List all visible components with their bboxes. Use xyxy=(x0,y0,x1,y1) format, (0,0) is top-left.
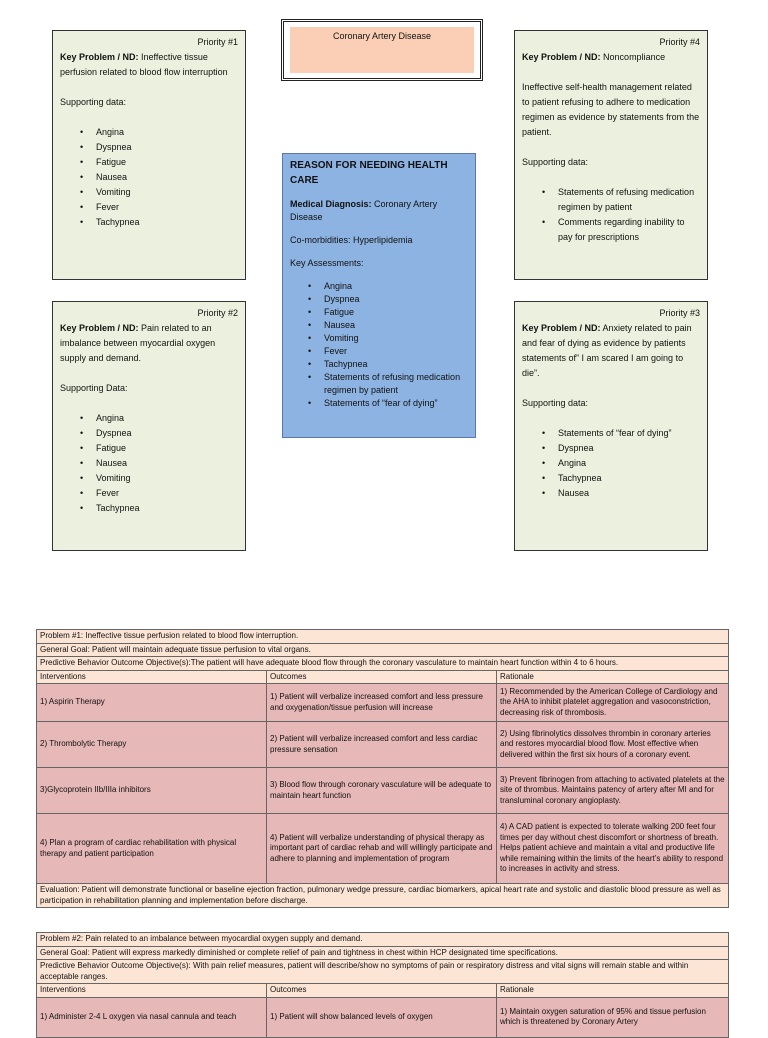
priority-2-label: Priority #2 xyxy=(197,308,238,318)
table-row xyxy=(37,997,729,1037)
list-item: • Dyspnea xyxy=(96,140,238,155)
intervention-cell: 1) Aspirin Therapy xyxy=(37,684,267,722)
care-plan-table-2 xyxy=(36,932,729,1038)
priority-3-problem xyxy=(522,321,700,381)
key-problem-label: Key Problem / ND: xyxy=(60,323,139,333)
priority-1-box xyxy=(52,30,246,280)
priority-3-box xyxy=(514,301,708,551)
table-1-goal: General Goal: Patient will maintain adequate tissue perfusion to vital organs. xyxy=(37,643,729,657)
priority-4-problem xyxy=(522,50,700,65)
column-header-rationale: Rationale xyxy=(497,984,729,998)
priority-1-list xyxy=(60,125,238,230)
rationale-cell: 3) Prevent fibrinogen from attaching to activated platelets at the site of thrombus. Maintains patency of artery after MI and for transluminal coronary angioplasty. xyxy=(497,768,729,814)
priority-2-supporting-label: Supporting Data: xyxy=(60,383,128,393)
medical-diagnosis-label: Medical Diagnosis: xyxy=(290,199,372,209)
priority-1-supporting-label: Supporting data: xyxy=(60,97,127,107)
outcome-cell: 2) Patient will verbalize increased comfort and less cardiac pressure sensation xyxy=(267,722,497,768)
medical-diagnosis-text: Coronary Artery Disease xyxy=(290,199,438,222)
list-item: • Angina xyxy=(558,456,700,471)
list-item: • Angina xyxy=(96,125,238,140)
priority-4-detail: Ineffective self-health management related to patient refusing to adhere to medication regimen as evidence by statements from the patient. xyxy=(522,82,700,137)
intervention-cell: 3)Glycoprotein IIb/IIIa inhibitors xyxy=(37,768,267,814)
priority-1-problem-text: Ineffective tissue perfusion related to blood flow interruption xyxy=(60,52,228,77)
medical-diagnosis xyxy=(290,198,468,224)
list-item: • Nausea xyxy=(96,170,238,185)
list-item: • Fever xyxy=(96,200,238,215)
reason-heading: REASON FOR NEEDING HEALTH CARE xyxy=(290,160,448,186)
intervention-cell: 4) Plan a program of cardiac rehabilitation with physical therapy and patient participation xyxy=(37,814,267,884)
list-item: • Fatigue xyxy=(324,306,468,319)
table-row xyxy=(37,814,729,884)
priority-3-problem-text: Anxiety related to pain and fear of dying as evidence by patients statements of” I am scared I am going to die”. xyxy=(522,323,692,378)
priority-4-box xyxy=(514,30,708,280)
comorbidities: Co-morbidities: Hyperlipidemia xyxy=(290,235,413,245)
outcome-cell: 1) Patient will show balanced levels of oxygen xyxy=(267,997,497,1037)
list-item: • Fever xyxy=(96,486,238,501)
list-item: • Tachypnea xyxy=(96,215,238,230)
key-problem-label: Key Problem / ND: xyxy=(60,52,139,62)
outcome-cell: 1) Patient will verbalize increased comfort and less pressure and oxygenation/tissue perfusion will increase xyxy=(267,684,497,722)
priority-2-list xyxy=(60,411,238,516)
list-item: • Tachypnea xyxy=(96,501,238,516)
priority-1-label: Priority #1 xyxy=(197,37,238,47)
table-2-problem: Problem #2: Pain related to an imbalance between myocardial oxygen supply and demand. xyxy=(37,933,729,947)
list-item: • Angina xyxy=(324,280,468,293)
list-item: • Fever xyxy=(324,345,468,358)
care-plan-table-1 xyxy=(36,629,729,908)
column-header-interventions: Interventions xyxy=(37,670,267,684)
key-problem-label: Key Problem / ND: xyxy=(522,52,601,62)
table-1-problem: Problem #1: Ineffective tissue perfusion related to blood flow interruption. xyxy=(37,630,729,644)
priority-1-problem xyxy=(60,50,238,80)
key-problem-label: Key Problem / ND: xyxy=(522,323,601,333)
table-row xyxy=(37,768,729,814)
title-frame xyxy=(281,19,483,81)
priority-4-supporting-label: Supporting data: xyxy=(522,157,589,167)
list-item: • Nausea xyxy=(96,456,238,471)
priority-4-problem-text: Noncompliance xyxy=(603,52,666,62)
column-header-interventions: Interventions xyxy=(37,984,267,998)
table-2-goal: General Goal: Patient will express markedly diminished or complete relief of pain and tightness in chest within HCP designated time specifications. xyxy=(37,946,729,960)
column-header-rationale: Rationale xyxy=(497,670,729,684)
priority-3-supporting-label: Supporting data: xyxy=(522,398,589,408)
list-item: • Dyspnea xyxy=(558,441,700,456)
list-item: • Nausea xyxy=(324,319,468,332)
list-item: • Fatigue xyxy=(96,155,238,170)
list-item: • Fatigue xyxy=(96,441,238,456)
reason-box xyxy=(282,153,476,438)
list-item: • Nausea xyxy=(558,486,700,501)
table-row xyxy=(37,722,729,768)
priority-3-list xyxy=(522,426,700,501)
list-item: • Dyspnea xyxy=(324,293,468,306)
list-item: • Tachypnea xyxy=(558,471,700,486)
priority-2-box xyxy=(52,301,246,551)
rationale-cell: 1) Recommended by the American College of Cardiology and the AHA to inhibit platelet aggregation and vasoconstriction, decreasing risk of thrombosis. xyxy=(497,684,729,722)
table-row xyxy=(37,684,729,722)
list-item: • Tachypnea xyxy=(324,358,468,371)
rationale-cell: 1) Maintain oxygen saturation of 95% and tissue perfusion which is threatened by Coronary Artery xyxy=(497,997,729,1037)
list-item: • Vomiting xyxy=(324,332,468,345)
page-title: Coronary Artery Disease xyxy=(290,27,474,73)
list-item: • Statements of “fear of dying” xyxy=(558,426,700,441)
column-header-outcomes: Outcomes xyxy=(267,984,497,998)
list-item: • Dyspnea xyxy=(96,426,238,441)
key-assessments-list xyxy=(290,280,468,410)
priority-2-problem xyxy=(60,321,238,366)
list-item: • Statements of “fear of dying” xyxy=(324,397,468,410)
table-1-evaluation: Evaluation: Patient will demonstrate functional or baseline ejection fraction, pulmonary wedge pressure, cardiac biomarkers, apical heart rate and systolic and diastolic blood pressure as well as participation in rehabilitation planning and implementation before discharge. xyxy=(37,884,729,908)
outcome-cell: 4) Patient will verbalize understanding of physical therapy as important part of cardiac rehab and will willingly participate and adhere to planning and implementation of program xyxy=(267,814,497,884)
outcome-cell: 3) Blood flow through coronary vasculature will be adequate to maintain heart function xyxy=(267,768,497,814)
priority-2-problem-text: Pain related to an imbalance between myocardial oxygen supply and demand. xyxy=(60,323,216,363)
key-assessments-label: Key Assessments: xyxy=(290,258,364,268)
list-item: • Statements of refusing medication regimen by patient xyxy=(324,371,468,397)
intervention-cell: 1) Administer 2-4 L oxygen via nasal cannula and teach xyxy=(37,997,267,1037)
intervention-cell: 2) Thrombolytic Therapy xyxy=(37,722,267,768)
table-2-objective: Predictive Behavior Outcome Objective(s): With pain relief measures, patient will describe/show no symptoms of pain or respiratory distress and vital signs will remain stable and within acceptable ranges. xyxy=(37,960,729,984)
list-item: • Angina xyxy=(96,411,238,426)
list-item: • Vomiting xyxy=(96,185,238,200)
priority-4-label: Priority #4 xyxy=(659,37,700,47)
priority-3-label: Priority #3 xyxy=(659,308,700,318)
list-item: • Vomiting xyxy=(96,471,238,486)
list-item: • Statements of refusing medication regimen by patient xyxy=(558,185,700,215)
list-item: • Comments regarding inability to pay for prescriptions xyxy=(558,215,700,245)
rationale-cell: 2) Using fibrinolytics dissolves thrombin in coronary arteries and restores myocardial blood flow. Most effective when delivered within the first six hours of a coronary event. xyxy=(497,722,729,768)
rationale-cell: 4) A CAD patient is expected to tolerate walking 200 feet four times per day without chest discomfort or shortness of breath. Helps patient achieve and maintain a vital and productive life while remaining within the limits of the heart’s ability to respond to increases in activity and stress. xyxy=(497,814,729,884)
table-1-objective: Predictive Behavior Outcome Objective(s):The patient will have adequate blood flow through the coronary vasculature to maintain heart function within 4 to 6 hours. xyxy=(37,657,729,671)
column-header-outcomes: Outcomes xyxy=(267,670,497,684)
priority-4-list xyxy=(522,185,700,245)
